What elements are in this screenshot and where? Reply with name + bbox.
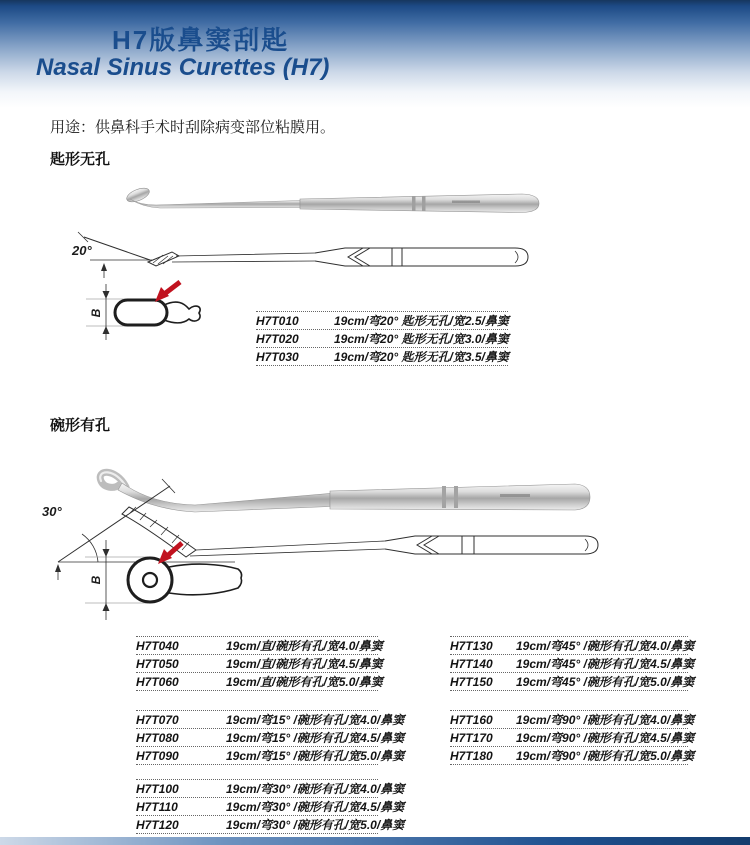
spec-text: 19cm/弯30° /碗形有孔/宽4.0/鼻窦	[226, 782, 405, 796]
table-row	[136, 729, 405, 747]
spec-text: 19cm/弯45° /碗形有孔/宽5.0/鼻窦	[516, 675, 695, 689]
model-code: H7T080	[136, 730, 179, 745]
spec-text: 19cm/弯20° 匙形无孔/宽3.5/鼻窦	[334, 350, 509, 364]
model-code: H7T070	[136, 712, 179, 727]
spec-text: 19cm/弯20° 匙形无孔/宽3.0/鼻窦	[334, 332, 509, 346]
spec-text: 19cm/直/碗形有孔/宽5.0/鼻窦	[226, 675, 383, 689]
dimension-label-bowl: B	[89, 575, 103, 585]
spoon-cross-section	[86, 282, 200, 340]
table-row	[136, 636, 383, 655]
table-row	[136, 747, 405, 765]
table-row	[256, 311, 508, 330]
spec-text: 19cm/弯20° 匙形无孔/宽2.5/鼻窦	[334, 314, 509, 328]
model-code: H7T180	[450, 748, 493, 763]
spec-text: 19cm/弯45° /碗形有孔/宽4.0/鼻窦	[516, 639, 695, 653]
table-row	[136, 655, 383, 673]
table-row	[256, 330, 508, 348]
table-row	[136, 816, 405, 834]
model-code: H7T060	[136, 674, 179, 689]
spoon-curette-photo	[125, 185, 539, 212]
model-code: H7T050	[136, 656, 179, 671]
table-row	[136, 779, 405, 798]
spec-table-bowl-15	[136, 710, 405, 765]
red-arrow-spoon	[155, 282, 180, 302]
table-row	[256, 348, 508, 366]
table-row	[450, 673, 695, 691]
spec-text: 19cm/弯30° /碗形有孔/宽5.0/鼻窦	[226, 818, 405, 832]
angle-label-spoon: 20°	[72, 243, 92, 258]
section-heading-bowl: 碗形有孔	[50, 417, 111, 434]
model-code: H7T130	[450, 638, 493, 653]
usage-description: 用途：供鼻科手术时刮除病变部位粘膜用。	[50, 119, 336, 136]
spec-text: 19cm/弯30° /碗形有孔/宽4.5/鼻窦	[226, 800, 405, 814]
dimension-label-spoon: B	[89, 308, 103, 318]
spec-text: 19cm/弯15° /碗形有孔/宽5.0/鼻窦	[226, 749, 405, 763]
model-code: H7T170	[450, 730, 493, 745]
model-code: H7T100	[136, 781, 179, 796]
spec-text: 19cm/直/碗形有孔/宽4.5/鼻窦	[226, 657, 383, 671]
page-title-english: Nasal Sinus Curettes (H7)	[36, 54, 330, 81]
spec-text: 19cm/弯15° /碗形有孔/宽4.0/鼻窦	[226, 713, 405, 727]
table-row	[450, 636, 695, 655]
spec-text: 19cm/弯90° /碗形有孔/宽4.0/鼻窦	[516, 713, 695, 727]
model-code: H7T020	[256, 331, 299, 346]
table-row	[136, 673, 383, 691]
table-row	[136, 798, 405, 816]
model-code: H7T110	[136, 799, 178, 814]
spec-text: 19cm/弯90° /碗形有孔/宽4.5/鼻窦	[516, 731, 695, 745]
spec-table-bowl-45	[450, 636, 695, 691]
spec-text: 19cm/直/碗形有孔/宽4.0/鼻窦	[226, 639, 383, 653]
table-row	[450, 710, 695, 729]
angle-label-bowl: 30°	[42, 504, 62, 519]
model-code: H7T030	[256, 349, 299, 364]
spec-table-spoon	[256, 311, 508, 366]
page-title-chinese: H7版鼻窦刮匙	[112, 25, 290, 55]
model-code: H7T160	[450, 712, 493, 727]
spoon-curette-outline	[71, 232, 528, 278]
table-row	[450, 655, 695, 673]
bowl-curette-drawing	[30, 450, 650, 630]
table-row	[136, 710, 405, 729]
footer-gradient-band	[0, 837, 750, 845]
model-code: H7T120	[136, 817, 179, 832]
table-row	[450, 729, 695, 747]
spec-table-bowl-straight	[136, 636, 383, 691]
model-code: H7T090	[136, 748, 179, 763]
bowl-cross-section	[85, 540, 242, 620]
model-code: H7T010	[256, 313, 299, 328]
spec-text: 19cm/弯90° /碗形有孔/宽5.0/鼻窦	[516, 749, 695, 763]
red-arrow-bowl	[158, 543, 182, 564]
model-code: H7T040	[136, 638, 179, 653]
section-heading-spoon: 匙形无孔	[50, 151, 111, 168]
spec-text: 19cm/弯15° /碗形有孔/宽4.5/鼻窦	[226, 731, 405, 745]
table-row	[450, 747, 695, 765]
model-code: H7T140	[450, 656, 493, 671]
spec-table-bowl-90	[450, 710, 695, 765]
spec-table-bowl-30	[136, 779, 405, 834]
model-code: H7T150	[450, 674, 493, 689]
spec-text: 19cm/弯45° /碗形有孔/宽4.5/鼻窦	[516, 657, 695, 671]
